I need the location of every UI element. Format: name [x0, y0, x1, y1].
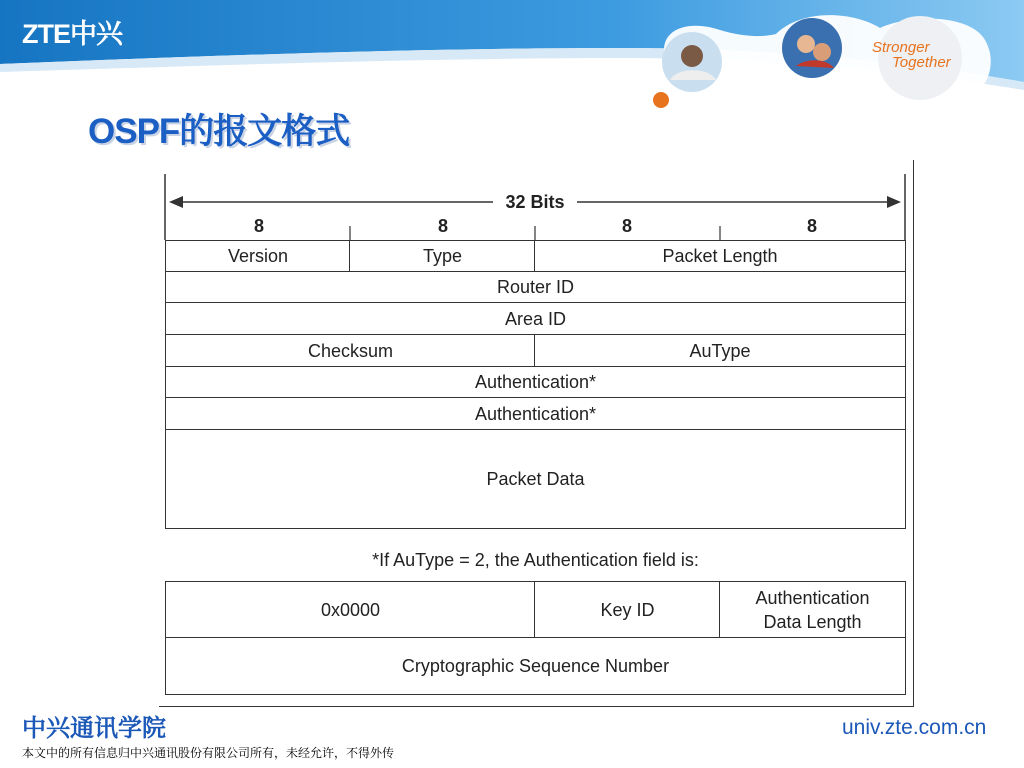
slogan-line-2: Together [892, 54, 951, 71]
field-authentication-1: Authentication* [165, 366, 906, 399]
field-key-id: Key ID [534, 581, 721, 639]
ospf-packet-diagram [159, 160, 914, 707]
field-router-id: Router ID [165, 271, 906, 304]
field-packet-data: Packet Data [165, 429, 906, 529]
byte-label: 8 [437, 216, 448, 236]
field-autype: AuType [534, 334, 906, 368]
byte-label: 8 [621, 216, 632, 236]
orange-dot [653, 92, 669, 108]
field-packet-length: Packet Length [534, 240, 906, 273]
field-area-id: Area ID [165, 302, 906, 336]
bit-width-label: 32 Bits [505, 192, 565, 212]
field-version: Version [165, 240, 351, 273]
footer-org: 中兴通讯学院 [22, 713, 166, 742]
field-zero-pad: 0x0000 [165, 581, 536, 639]
slogan-line-1: Stronger [872, 39, 930, 56]
field-crypto-seq-number: Cryptographic Sequence Number [165, 637, 906, 695]
zte-logo: ZTE中兴 [22, 19, 122, 49]
byte-label: 8 [253, 216, 264, 236]
field-auth-data-length: Authentication Data Length [719, 581, 906, 639]
footer-url: univ.zte.com.cn [842, 716, 987, 739]
field-authentication-2: Authentication* [165, 397, 906, 431]
slogan [872, 40, 972, 70]
footer-copyright: 本文中的所有信息归中兴通讯股份有限公司所有，未经允许，不得外传 [22, 746, 395, 760]
byte-label: 8 [806, 216, 817, 236]
field-checksum: Checksum [165, 334, 536, 368]
slide-title: OSPF的报文格式 [88, 112, 350, 151]
autype-note: *If AuType = 2, the Authentication field is: [372, 550, 699, 570]
field-type: Type [349, 240, 536, 273]
